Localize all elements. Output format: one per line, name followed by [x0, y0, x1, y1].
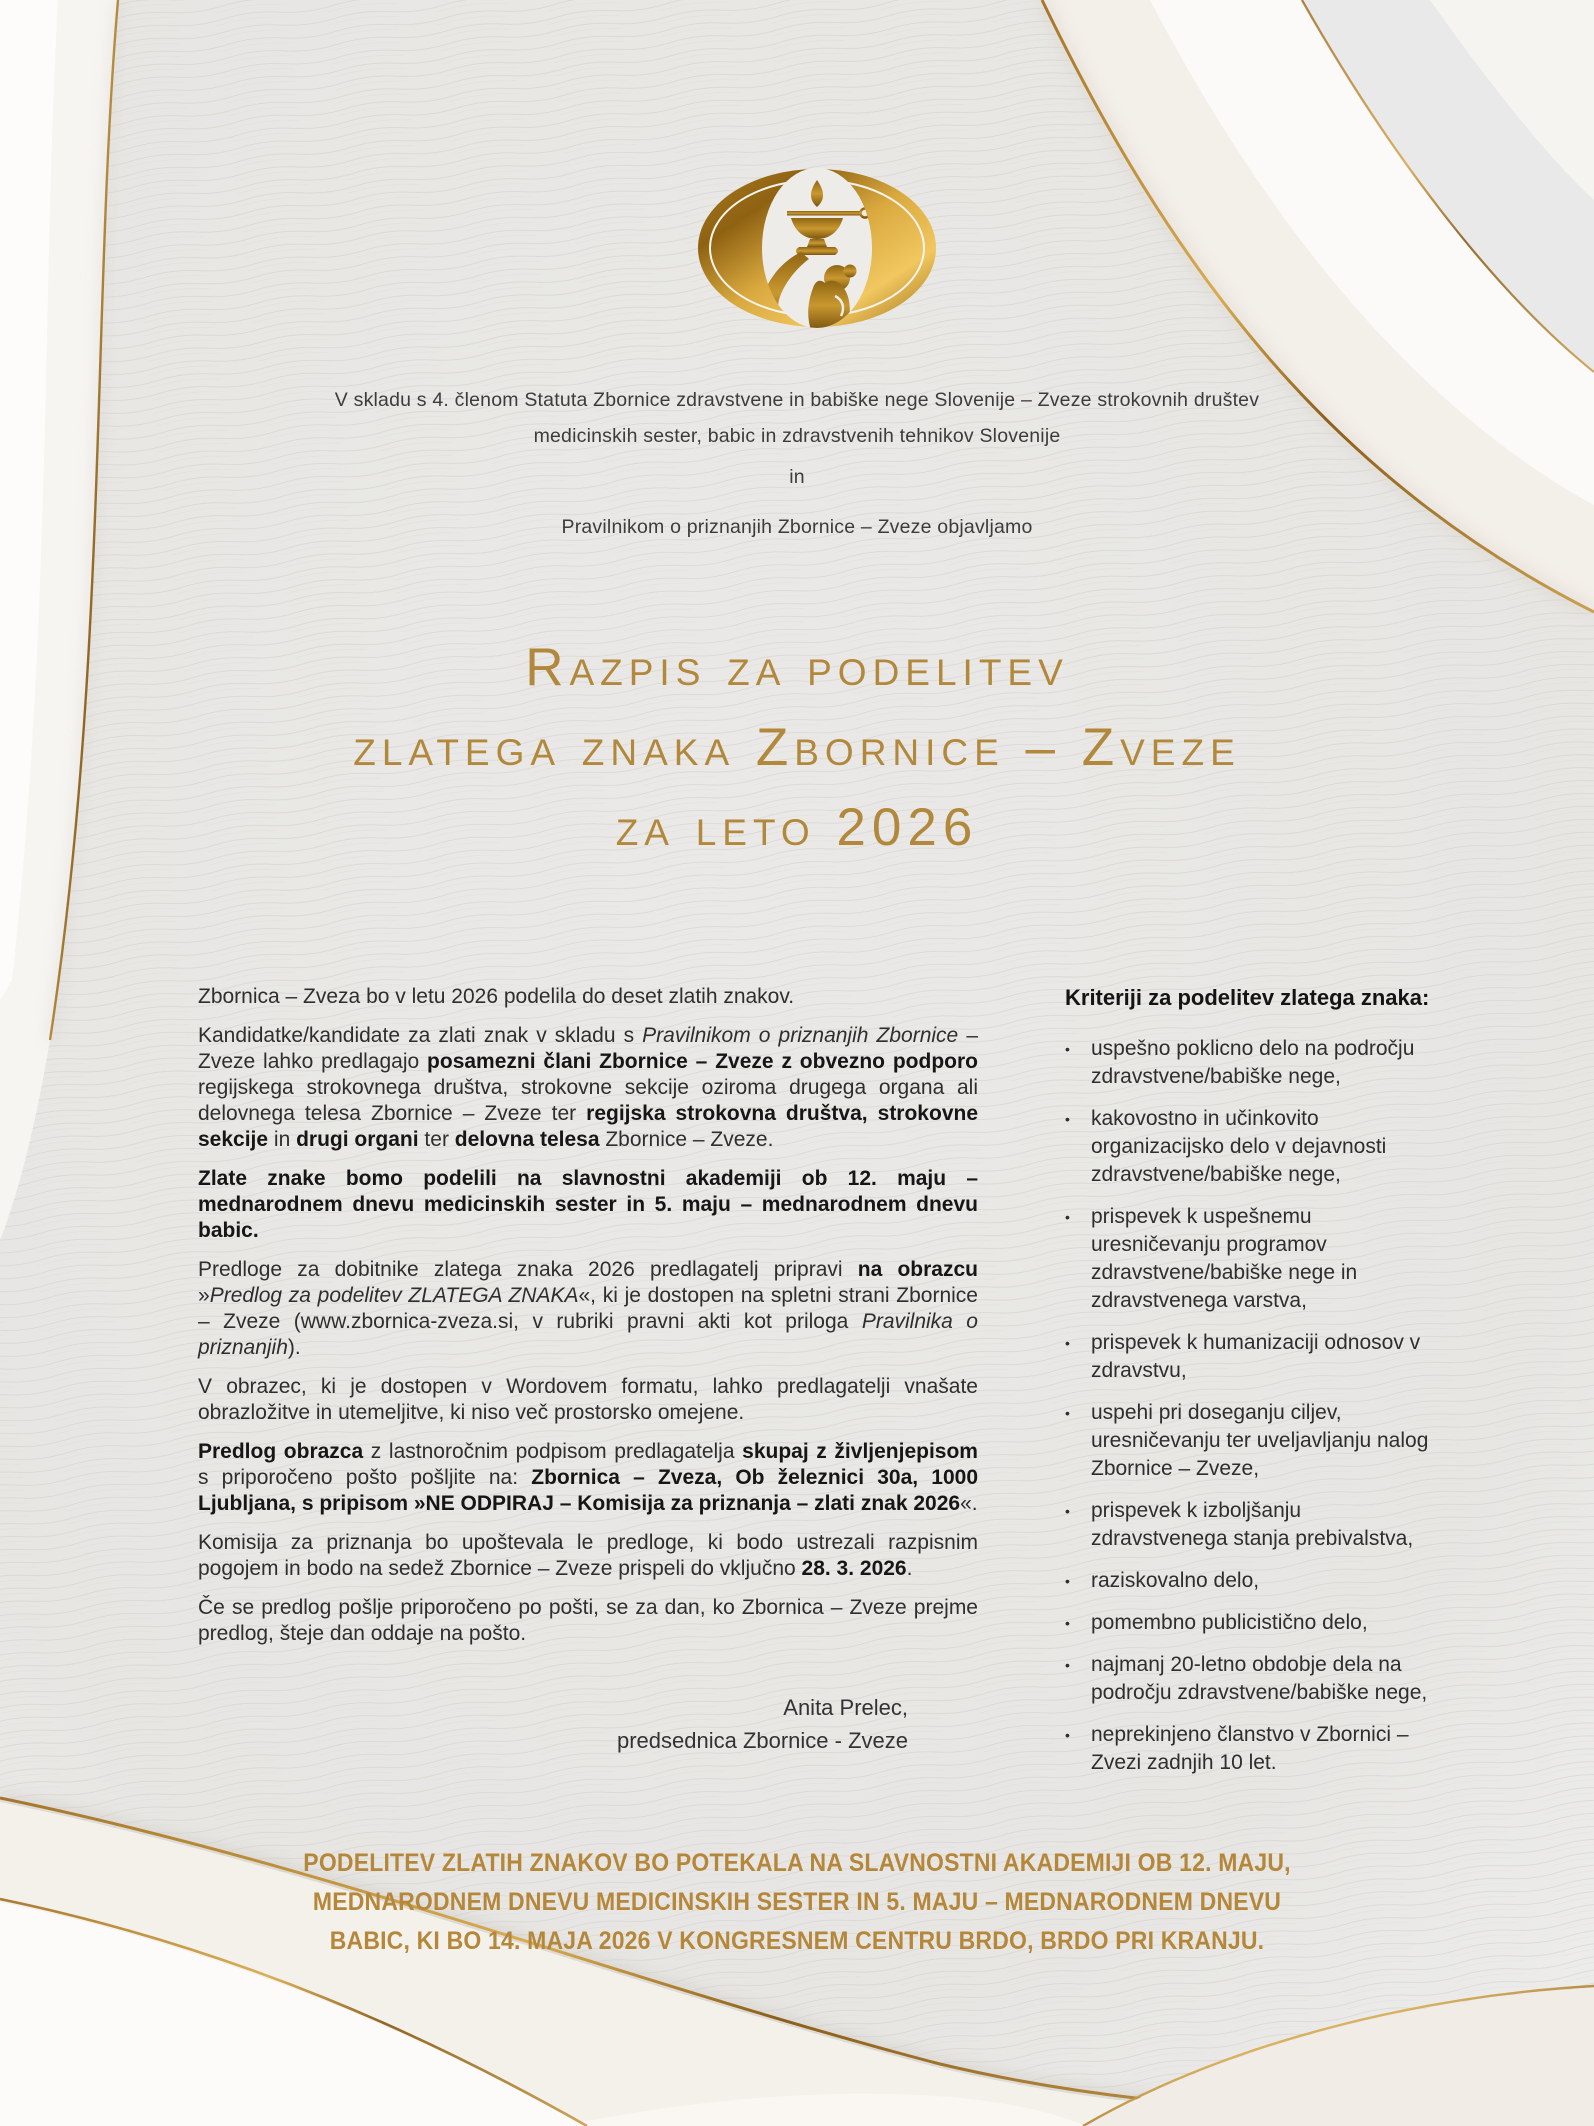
criteria-column	[1065, 984, 1437, 1791]
bullet-icon: •	[1065, 1209, 1070, 1225]
text-run: Predloge za dobitnike zlatega znaka 2026 predlagatelj pripravi	[198, 1258, 858, 1281]
list-item-text: najmanj 20-letno obdobje dela na področju zdravstvene/babiške nege,	[1091, 1653, 1428, 1704]
bullet-icon: •	[1065, 1041, 1070, 1057]
title-line-1: Razpis za podelitev	[525, 638, 1069, 697]
text-run: »	[198, 1284, 210, 1307]
intro-line-4: Pravilnikom o priznanjih Zbornice – Zveze objavljamo	[561, 516, 1033, 538]
nurse-lamp-emblem-icon	[697, 168, 937, 328]
signature-block	[198, 1691, 978, 1757]
text-run: s priporočeno pošto pošljite na:	[198, 1466, 532, 1489]
text-run: regijskega strokovnega društva, strokovne sekcije oziroma drugega organa ali delovnega telesa Zbornice – Zveze ter	[198, 1076, 978, 1125]
body-columns	[198, 984, 1443, 1791]
paragraph-postmark	[198, 1595, 978, 1647]
list-item-text: raziskovalno delo,	[1091, 1569, 1260, 1592]
bullet-icon: •	[1065, 1615, 1070, 1631]
list-item-text: prispevek k humanizaciji odnosov v zdravstvu,	[1091, 1331, 1421, 1382]
list-item	[1065, 1567, 1437, 1595]
paragraph-candidates	[198, 1023, 978, 1153]
text-run: .	[906, 1557, 913, 1580]
text-run: in	[268, 1128, 297, 1151]
text-run: ).	[287, 1336, 301, 1359]
bullet-icon: •	[1065, 1657, 1070, 1673]
bullet-icon: •	[1065, 1335, 1070, 1351]
footer-line-2: MEDNARODNEM DNEVU MEDICINSKIH SESTER IN 5. MAJU – MEDNARODNEM DNEVU	[312, 1888, 1282, 1916]
paragraph-form	[198, 1257, 978, 1361]
text-run: z lastnoročnim podpisom predlagatelja	[363, 1440, 743, 1463]
text-run: Če se predlog pošlje priporočeno po pošti, se za dan, ko Zbornica – Zveze prejme predlog, šteje dan oddaje na pošto.	[198, 1596, 978, 1645]
signature-name: Anita Prelec,	[783, 1695, 908, 1720]
text-run: ter	[418, 1128, 455, 1151]
paragraph-deadline	[198, 1530, 978, 1582]
page-title	[0, 628, 1594, 868]
text-run: – Zveze lahko predlagajo	[198, 1024, 978, 1073]
footer-announcement	[0, 1844, 1594, 1961]
title-line-3: za leto 2026	[615, 798, 979, 857]
paragraph-word-format	[198, 1374, 978, 1426]
text-run: «, ki je dostopen na spletni strani Zbornice – Zveze (www.zbornica-zveza.si, v rubriki pravni akti kot priloga	[198, 1284, 978, 1333]
text-run: na obrazcu	[857, 1258, 978, 1281]
text-run: Pravilnikom o priznanjih Zbornice	[642, 1024, 959, 1047]
main-text-column	[198, 984, 978, 1757]
paragraph-mailing	[198, 1439, 978, 1517]
text-run: regijska strokovna društva, strokovne sekcije	[198, 1102, 979, 1151]
list-item	[1065, 1497, 1437, 1553]
signature-role: predsednica Zbornice - Zveze	[616, 1728, 908, 1753]
list-item	[1065, 1203, 1437, 1315]
intro-line-1: V skladu s 4. členom Statuta Zbornice zdravstvene in babiške nege Slovenije – Zveze strokovnih društev	[334, 389, 1260, 411]
list-item	[1065, 1035, 1437, 1091]
list-item-text: uspehi pri doseganju ciljev, uresničevanju ter uveljavljanju nalog Zbornice – Zveze,	[1091, 1401, 1429, 1480]
list-item-text: uspešno poklicno delo na področju zdravstvene/babiške nege,	[1091, 1037, 1415, 1088]
text-run: Predlog obrazca	[198, 1440, 364, 1463]
list-item	[1065, 1651, 1437, 1707]
footer-line-3: BABIC, KI BO 14. MAJA 2026 V KONGRESNEM CENTRU BRDO, BRDO PRI KRANJU.	[329, 1927, 1265, 1955]
bullet-icon: •	[1065, 1727, 1070, 1743]
bullet-icon: •	[1065, 1405, 1070, 1421]
text-run: Zbornica – Zveza bo v letu 2026 podelila do deset zlatih znakov.	[198, 985, 795, 1008]
list-item	[1065, 1721, 1437, 1777]
list-item	[1065, 1105, 1437, 1189]
list-item-text: neprekinjeno članstvo v Zbornici – Zvezi zadnjih 10 let.	[1091, 1723, 1409, 1774]
list-item-text: prispevek k uspešnemu uresničevanju programov zdravstvene/babiške nege in zdravstvenega varstva,	[1091, 1205, 1358, 1312]
intro-line-2: medicinskih sester, babic in zdravstvenih tehnikov Slovenije	[533, 425, 1061, 447]
paragraph-ceremony	[198, 1166, 978, 1244]
criteria-list	[1065, 1035, 1437, 1777]
text-run: Komisija za priznanja bo upoštevala le predloge, ki bodo ustrezali razpisnim pogojem in bodo na sedež Zbornice – Zveze prispeli do vključno	[198, 1531, 978, 1580]
bullet-icon: •	[1065, 1573, 1070, 1589]
criteria-heading: Kriteriji za podelitev zlatega znaka:	[1065, 985, 1430, 1010]
text-run: Zbornica – Zveza, Ob železnici 30a, 1000 Ljubljana, s pripisom »NE ODPIRAJ – Komisija za priznanja – zlati znak 2026	[198, 1466, 979, 1515]
list-item-text: prispevek k izboljšanju zdravstvenega stanja prebivalstva,	[1091, 1499, 1414, 1550]
text-run: 28. 3. 2026	[801, 1557, 907, 1580]
footer-line-1: PODELITEV ZLATIH ZNAKOV BO POTEKALA NA SLAVNOSTNI AKADEMIJI OB 12. MAJU,	[303, 1849, 1291, 1877]
text-run: Pravilnika o priznanjih	[198, 1310, 978, 1359]
bullet-icon: •	[1065, 1111, 1070, 1127]
intro-line-3: in	[789, 466, 805, 488]
list-item	[1065, 1399, 1437, 1483]
text-run: «.	[960, 1492, 978, 1515]
text-run: V obrazec, ki je dostopen v Wordovem formatu, lahko predlagatelji vnašate obrazložitve in utemeljitve, ki niso več prostorsko omejene.	[198, 1375, 978, 1424]
zbornica-zveza-logo	[697, 168, 937, 328]
list-item-text: pomembno publicistično delo,	[1091, 1611, 1368, 1634]
text-run: posamezni člani Zbornice – Zveze z obvezno podporo	[427, 1050, 978, 1073]
text-run: drugi organi	[296, 1128, 419, 1151]
paragraph-intro-count	[198, 984, 978, 1010]
list-item-text: kakovostno in učinkovito organizacijsko delo v dejavnosti zdravstvene/babiške nege,	[1091, 1107, 1387, 1186]
list-item	[1065, 1609, 1437, 1637]
bullet-icon: •	[1065, 1503, 1070, 1519]
title-line-2: zlatega znaka Zbornice – Zveze	[353, 718, 1241, 777]
text-run: Kandidatke/kandidate za zlati znak v skladu s	[198, 1024, 643, 1047]
intro-text	[0, 382, 1594, 545]
text-run: skupaj z življenjepisom	[742, 1440, 978, 1463]
text-run: Zlate znake bomo podelili na slavnostni akademiji ob 12. maju – mednarodnem dnevu medicinskih sester in 5. maju – mednarodnem dnevu babic.	[198, 1167, 978, 1242]
list-item	[1065, 1329, 1437, 1385]
text-run: delovna telesa	[454, 1128, 600, 1151]
text-run: Predlog za podelitev ZLATEGA ZNAKA	[209, 1284, 579, 1307]
text-run: Zbornice – Zveze.	[599, 1128, 774, 1151]
